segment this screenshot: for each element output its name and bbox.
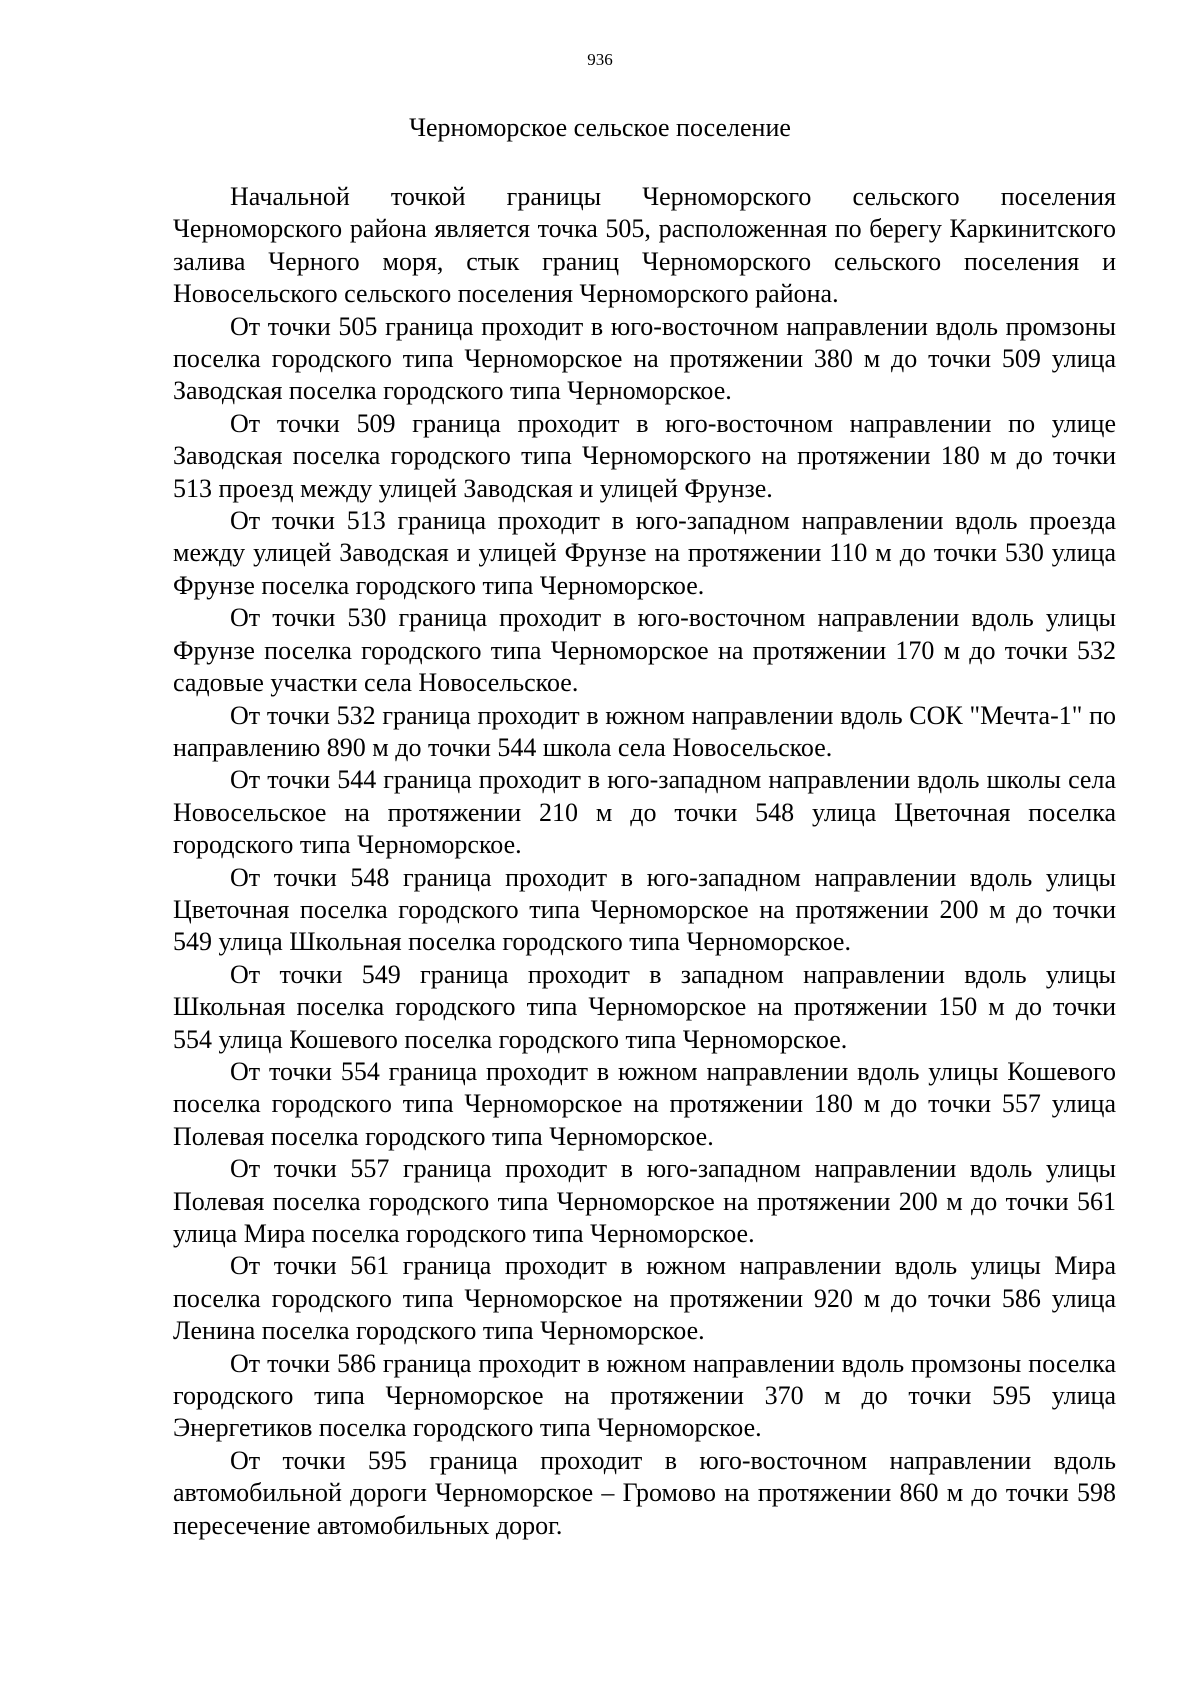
paragraph: От точки 548 граница проходит в юго-западном направлении вдоль улицы Цветочная поселка городского типа Черноморское на протяжении 200 м до точки 549 улица Школьная поселка городского типа Черноморское. (173, 862, 1116, 957)
paragraph: От точки 557 граница проходит в юго-западном направлении вдоль улицы Полевая поселка городского типа Черноморское на протяжении 200 м до точки 561 улица Мира поселка городского типа Черноморское. (173, 1154, 1116, 1248)
paragraph: От точки 549 граница проходит в западном направлении вдоль улицы Школьная поселка городского типа Черноморское на протяжении 150 м до точки 554 улица Кошевого поселка городского типа Черноморское. (173, 959, 1116, 1054)
page-number: 936 (587, 50, 613, 69)
paragraph: От точки 530 граница проходит в юго-восточном направлении вдоль улицы Фрунзе поселка городского типа Черноморское на протяжении 170 м до точки 532 садовые участки села Новосельское. (173, 603, 1116, 698)
paragraph: От точки 505 граница проходит в юго-восточном направлении вдоль промзоны поселка городского типа Черноморское на протяжении 380 м до точки 509 улица Заводская поселка городского типа Черноморское. (173, 311, 1116, 406)
paragraph: От точки 561 граница проходит в южном направлении вдоль улицы Мира поселка городского типа Черноморское на протяжении 920 м до точки 586 улица Ленина поселка городского типа Черноморское. (173, 1251, 1116, 1346)
paragraph: Начальной точкой границы Черноморского сельского поселения Черноморского района является точка 505, расположенная по берегу Каркинитского залива Черного моря, стык границ Черноморского сельского поселения и Новосельского сельского поселения Черноморского района. (173, 182, 1116, 309)
paragraph: От точки 532 граница проходит в южном направлении вдоль СОК "Мечта-1" по направлению 890 м до точки 544 школа села Новосельское. (173, 700, 1116, 762)
paragraph: От точки 544 граница проходит в юго-западном направлении вдоль школы села Новосельское на протяжении 210 м до точки 548 улица Цветочная поселка городского типа Черноморское. (173, 765, 1116, 860)
paragraph: От точки 513 граница проходит в юго-западном направлении вдоль проезда между улицей Заводская и улицей Фрунзе на протяжении 110 м до точки 530 улица Фрунзе поселка городского типа Черноморское. (173, 506, 1116, 600)
paragraph: От точки 595 граница проходит в юго-восточном направлении вдоль автомобильной дороги Черноморское – Громово на протяжении 860 м до точки 598 пересечение автомобильных дорог. (173, 1445, 1116, 1540)
paragraph: От точки 586 граница проходит в южном направлении вдоль промзоны поселка городского типа Черноморское на протяжении 370 м до точки 595 улица Энергетиков поселка городского типа Черноморское. (173, 1348, 1116, 1443)
document-title: Черноморское сельское поселение (409, 113, 791, 142)
document-body (173, 181, 1116, 1542)
paragraph: От точки 509 граница проходит в юго-восточном направлении по улице Заводская поселка городского типа Черноморского на протяжении 180 м до точки 513 проезд между улицей Заводская и улицей Фрунзе. (173, 408, 1116, 503)
paragraph: От точки 554 граница проходит в южном направлении вдоль улицы Кошевого поселка городского типа Черноморское на протяжении 180 м до точки 557 улица Полевая поселка городского типа Черноморское. (173, 1056, 1116, 1151)
